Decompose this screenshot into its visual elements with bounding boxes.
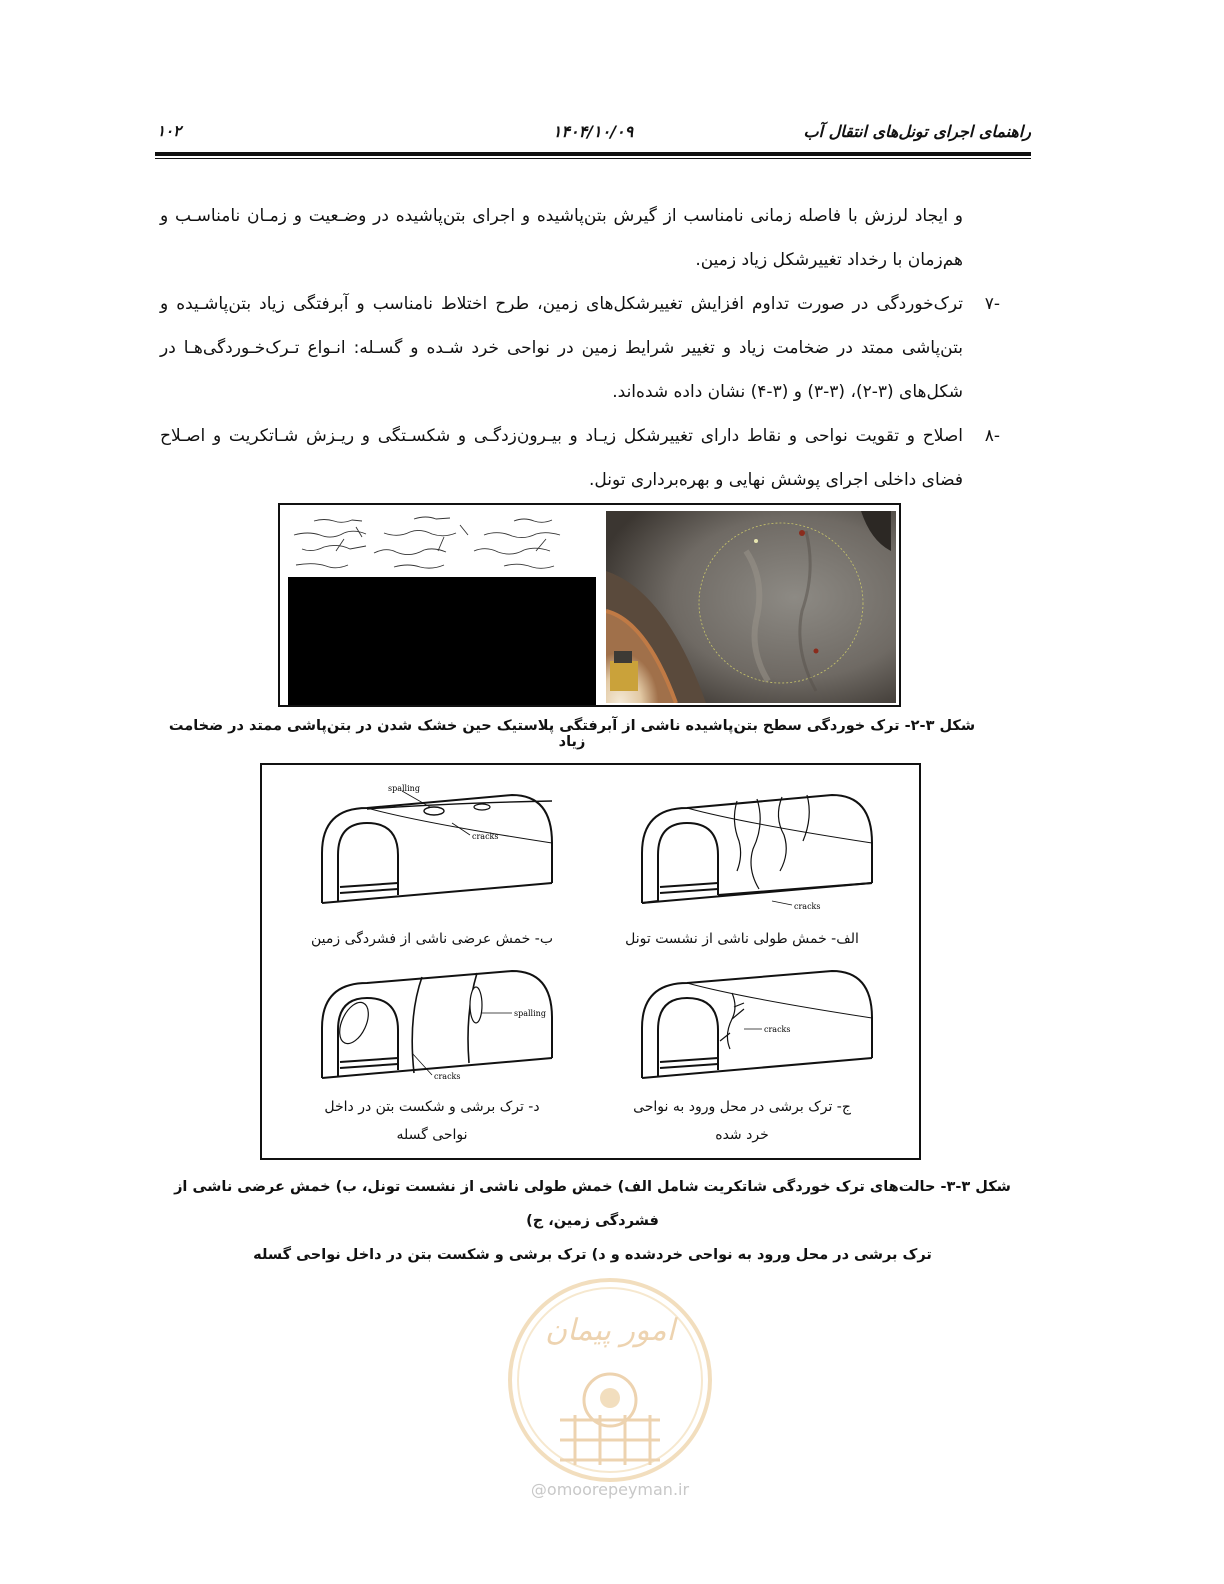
tunnel-diagram-longitudinal-bending: [622, 783, 882, 923]
cracks-label: cracks: [472, 832, 499, 841]
cracks-label: cracks: [764, 1025, 791, 1034]
document-title: راهنمای اجرای تونل‌های انتقال آب: [803, 122, 1031, 141]
redacted-block: [288, 577, 596, 705]
panel-b-caption: ب- خمش عرضی ناشی از فشردگی زمین: [311, 931, 553, 947]
panel-c-caption-line2: خرد شده: [715, 1127, 769, 1143]
page-header: [155, 118, 1031, 148]
cracks-label: cracks: [794, 902, 821, 911]
figure-3-3-caption: [150, 1170, 1035, 1272]
cracks-label: cracks: [434, 1072, 461, 1081]
figure-3-2: [278, 503, 901, 707]
figure-3-3-caption-line1: شکل ۳-۳- حالت‌های ترک خوردگی شاتکریت شامل الف) خمش طولی ناشی از نشست تونل، ب) خمش عرضی ناشی از فشردگی زمین، ج): [174, 1179, 1011, 1229]
panel-d-caption-line2: نواحی گسله: [396, 1127, 468, 1143]
logo-script: امور پیمان: [545, 1313, 675, 1348]
watermark-url: @omoorepeyman.ir: [530, 1480, 690, 1499]
header-date: ۱۴۰۴/۱۰/۰۹: [552, 122, 634, 141]
tunnel-diagram-transverse-bending: [302, 783, 562, 923]
panel-a-caption: الف- خمش طولی ناشی از نشست تونل: [625, 931, 859, 947]
page-number: ۱۰۲: [157, 122, 182, 140]
figure-3-2-caption: شکل ۳-۲- ترک خوردگی سطح بتن‌پاشیده ناشی از آبرفتگی پلاستیک حین خشک شدن در بتن‌پاشی ممتد در ضخامت زیاد: [168, 718, 976, 750]
list-item-7: [160, 282, 1000, 414]
list-item-text: اصلاح و تقویت نواحی و نقاط دارای تغییرشکل زیـاد و بیـرون‌زدگـی و شکسـتگی و ریـزش شـاتکریت و اصـلاح فضای داخلی اجرای پوشش نهایی و بهره‌برداری تونل.: [160, 426, 963, 490]
list-item-number: -۸: [984, 426, 1000, 446]
panel-c-caption: [612, 1093, 872, 1149]
panel-d-caption-line1: د- ترک برشی و شکست بتن در داخل: [324, 1099, 540, 1115]
panel-c-caption-line1: ج- ترک برشی در محل ورود به نواحی: [633, 1099, 851, 1115]
spalling-label: spalling: [514, 1009, 546, 1018]
tunnel-diagram-shear-fault-zone: [302, 963, 562, 1093]
continuation-paragraph: و ایجاد لرزش با فاصله زمانی نامناسب از گیرش بتن‌پاشیده و اجرای بتن‌پاشیده در وضـعیت و زمـان نامناسـب و هم‌زمان با رخداد تغییرشکل زیاد زمین.: [160, 206, 963, 270]
tunnel-shotcrete-photo: [606, 511, 896, 703]
tunnel-diagram-shear-crushed-zone: [622, 963, 882, 1093]
omoorepeyman-logo-watermark: [500, 1270, 720, 1510]
spalling-label: spalling: [388, 784, 420, 793]
list-item-8: [160, 414, 1000, 502]
list-item-number: -۷: [984, 294, 1000, 314]
panel-d-caption: [302, 1093, 562, 1149]
crack-pattern-sketch: [284, 509, 600, 703]
header-rule-thin: [155, 158, 1031, 159]
crack-sketch-lines: [284, 509, 600, 579]
figure-3-3-caption-line2: ترک برشی در محل ورود به نواحی خردشده و د) ترک برشی و شکست بتن در داخل نواحی گسله: [253, 1247, 932, 1263]
list-item-text: ترک‌خوردگی در صورت تداوم افزایش تغییرشکل‌های زمین، طرح اختلاط نامناسب و آبرفتگی زیاد بتن‌پاشـیده و بتن‌پاشی ممتد در ضخامت زیاد و تغییر شرایط زمین در نواحی خرد شـده و گسـله: انـواع تـرک‌خـوردگی‌هـا در شکل‌های (۳-۲)، (۳-۳) و (۳-۴) نشان داده شده‌اند.: [160, 294, 963, 402]
figure-3-3: [260, 763, 921, 1160]
header-rule: [155, 152, 1031, 156]
